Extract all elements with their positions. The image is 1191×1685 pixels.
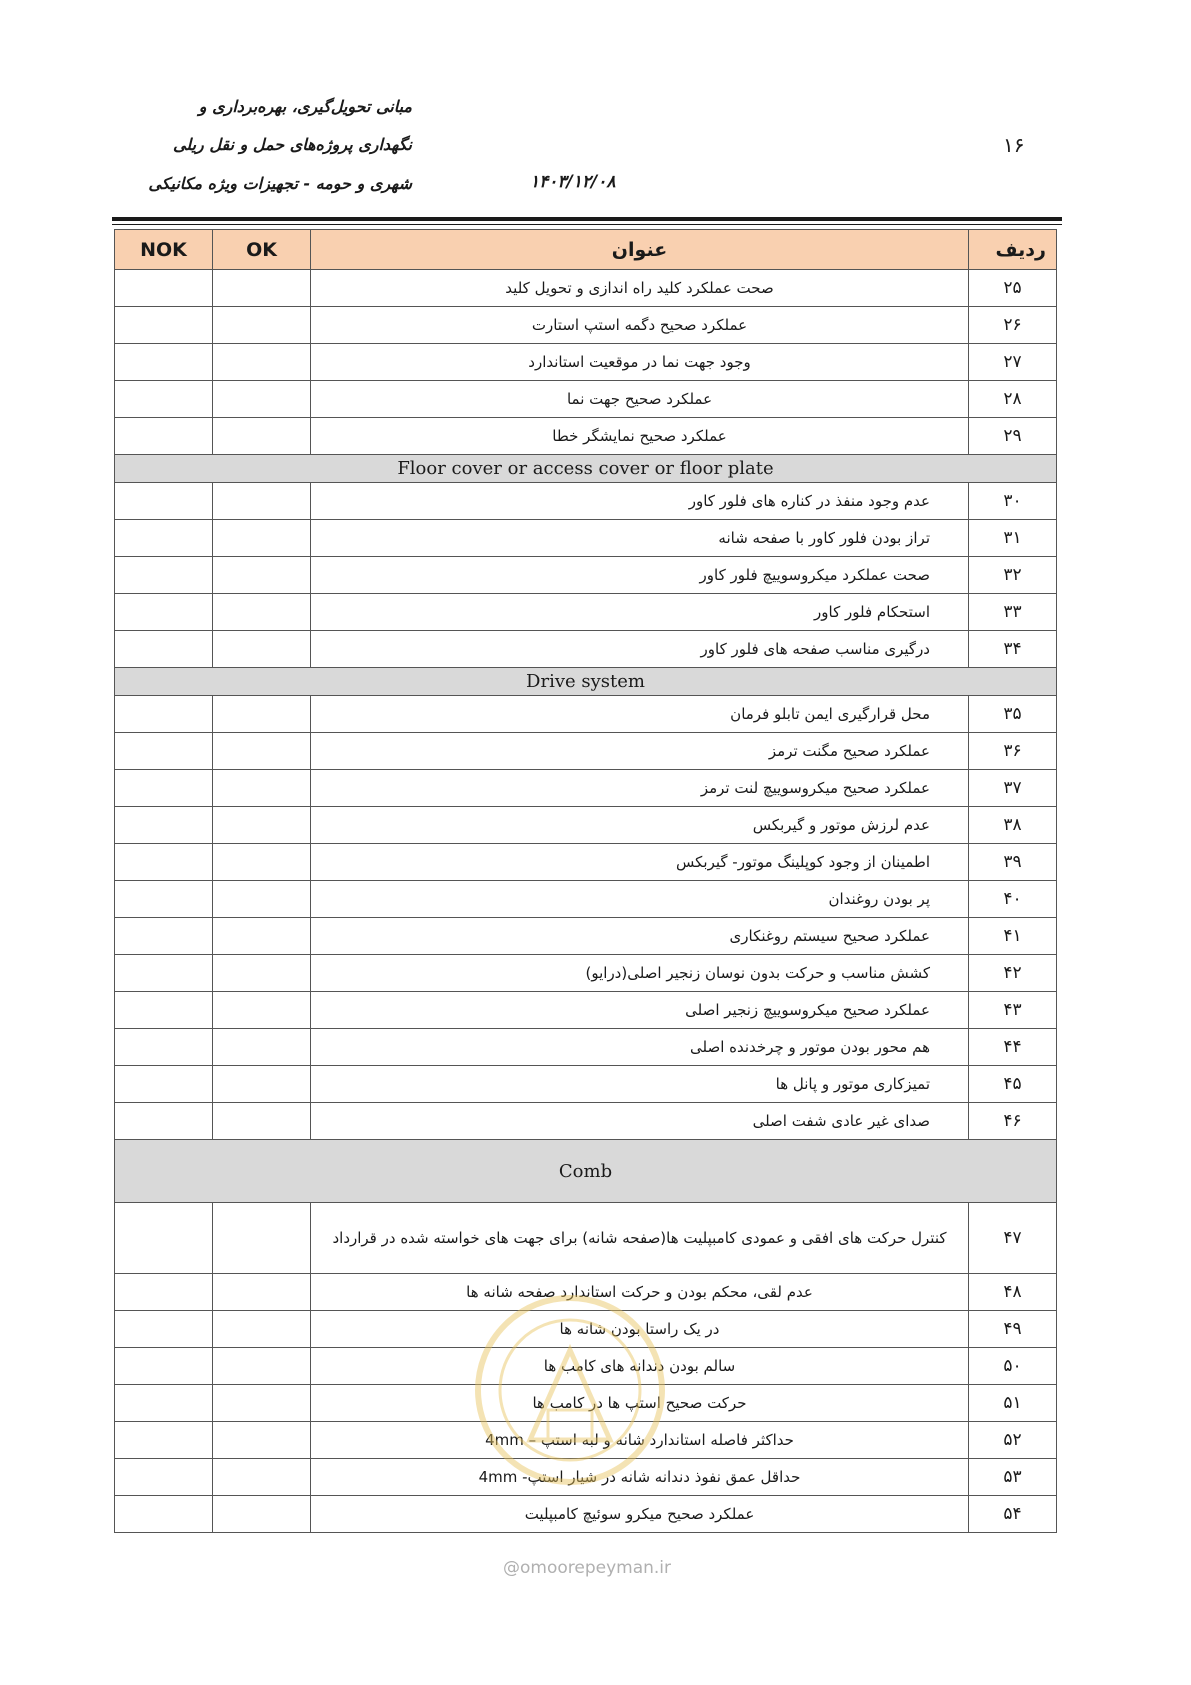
nok-cell[interactable] (115, 1459, 213, 1496)
row-title: در یک راستا بودن شانه ها (311, 1311, 969, 1348)
row-number: ۵۲ (969, 1422, 1057, 1459)
header-date: ۱۴۰۳/۱۲/۰۸ (530, 172, 616, 192)
ok-cell[interactable] (213, 1103, 311, 1140)
header-ok: OK (213, 230, 311, 270)
table-row (115, 307, 1057, 344)
table-row (115, 1385, 1057, 1422)
header-line-1: مبانی تحویل‌گیری، بهره‌برداری و (198, 97, 412, 116)
section-title: Comb (115, 1140, 1057, 1203)
row-number: ۴۴ (969, 1029, 1057, 1066)
checklist-body (115, 270, 1057, 1533)
row-number: ۳۱ (969, 520, 1057, 557)
nok-cell[interactable] (115, 344, 213, 381)
page-number: ۱۶ (1003, 133, 1025, 157)
row-title: اطمینان از وجود کوپلینگ موتور- گیربکس (311, 844, 969, 881)
row-number: ۵۱ (969, 1385, 1057, 1422)
row-title: عملکرد صحیح جهت نما (311, 381, 969, 418)
row-number: ۴۵ (969, 1066, 1057, 1103)
nok-cell[interactable] (115, 992, 213, 1029)
section-header-row (115, 668, 1057, 696)
nok-cell[interactable] (115, 807, 213, 844)
checklist-table (114, 229, 1057, 1533)
row-title: حرکت صحیح استپ ها در کامب ها (311, 1385, 969, 1422)
ok-cell[interactable] (213, 696, 311, 733)
row-number: ۳۴ (969, 631, 1057, 668)
nok-cell[interactable] (115, 1496, 213, 1533)
row-title: استحکام فلور کاور (311, 594, 969, 631)
ok-cell[interactable] (213, 770, 311, 807)
nok-cell[interactable] (115, 381, 213, 418)
table-row (115, 1274, 1057, 1311)
table-row (115, 881, 1057, 918)
nok-cell[interactable] (115, 1274, 213, 1311)
ok-cell[interactable] (213, 807, 311, 844)
table-row (115, 520, 1057, 557)
nok-cell[interactable] (115, 418, 213, 455)
row-title: کنترل حرکت های افقی و عمودی کامبپلیت ها(صفحه شانه) برای جهت های خواسته شده در قرارداد (311, 1203, 969, 1274)
ok-cell[interactable] (213, 1422, 311, 1459)
row-title: حداقل عمق نفوذ دندانه شانه در شیار استپ- 4mm (311, 1459, 969, 1496)
ok-cell[interactable] (213, 557, 311, 594)
header-rule-thick (112, 217, 1062, 221)
row-title: عدم لرزش موتور و گیربکس (311, 807, 969, 844)
header-nok: NOK (115, 230, 213, 270)
row-number: ۴۶ (969, 1103, 1057, 1140)
row-number: ۵۳ (969, 1459, 1057, 1496)
row-number: ۳۰ (969, 483, 1057, 520)
table-row (115, 1066, 1057, 1103)
nok-cell[interactable] (115, 770, 213, 807)
table-row (115, 696, 1057, 733)
row-title: عدم وجود منفذ در کناره های فلور کاور (311, 483, 969, 520)
nok-cell[interactable] (115, 1066, 213, 1103)
row-title: کشش مناسب و حرکت بدون نوسان زنجیر اصلی(درایو) (311, 955, 969, 992)
table-row (115, 483, 1057, 520)
section-header-row (115, 455, 1057, 483)
table-header-row (115, 230, 1057, 270)
row-title: عملکرد صحیح نمایشگر خطا (311, 418, 969, 455)
table-row (115, 807, 1057, 844)
nok-cell[interactable] (115, 881, 213, 918)
row-number: ۳۹ (969, 844, 1057, 881)
row-title: عملکرد صحیح میکرو سوئیچ کامبپلیت (311, 1496, 969, 1533)
ok-cell[interactable] (213, 520, 311, 557)
nok-cell[interactable] (115, 307, 213, 344)
nok-cell[interactable] (115, 955, 213, 992)
nok-cell[interactable] (115, 520, 213, 557)
nok-cell[interactable] (115, 270, 213, 307)
row-number: ۳۳ (969, 594, 1057, 631)
nok-cell[interactable] (115, 1422, 213, 1459)
nok-cell[interactable] (115, 1103, 213, 1140)
nok-cell[interactable] (115, 696, 213, 733)
row-title: عدم لقی، محکم بودن و حرکت استاندارد صفحه شانه ها (311, 1274, 969, 1311)
watermark-text: @omoorepeyman.ir (503, 1558, 672, 1578)
nok-cell[interactable] (115, 483, 213, 520)
row-number: ۳۶ (969, 733, 1057, 770)
row-number: ۴۹ (969, 1311, 1057, 1348)
table-row (115, 733, 1057, 770)
row-number: ۵۴ (969, 1496, 1057, 1533)
row-number: ۴۲ (969, 955, 1057, 992)
ok-cell[interactable] (213, 594, 311, 631)
table-row (115, 1459, 1057, 1496)
row-title: پر بودن روغندان (311, 881, 969, 918)
ok-cell[interactable] (213, 1459, 311, 1496)
nok-cell[interactable] (115, 1203, 213, 1274)
row-number: ۴۱ (969, 918, 1057, 955)
section-title: Floor cover or access cover or floor plate (115, 455, 1057, 483)
nok-cell[interactable] (115, 557, 213, 594)
ok-cell[interactable] (213, 1274, 311, 1311)
ok-cell[interactable] (213, 1066, 311, 1103)
nok-cell[interactable] (115, 844, 213, 881)
table-row (115, 270, 1057, 307)
table-row (115, 992, 1057, 1029)
row-number: ۳۲ (969, 557, 1057, 594)
row-number: ۲۵ (969, 270, 1057, 307)
row-title: عملکرد صحیح میکروسوییچ لنت ترمز (311, 770, 969, 807)
ok-cell[interactable] (213, 631, 311, 668)
row-number: ۳۵ (969, 696, 1057, 733)
nok-cell[interactable] (115, 733, 213, 770)
header-title: عنوان (311, 230, 969, 270)
row-number: ۳۸ (969, 807, 1057, 844)
row-number: ۳۷ (969, 770, 1057, 807)
table-row (115, 1311, 1057, 1348)
row-title: وجود جهت نما در موقعیت استاندارد (311, 344, 969, 381)
table-row (115, 1496, 1057, 1533)
row-title: عملکرد صحیح دگمه استپ استارت (311, 307, 969, 344)
table-row (115, 1422, 1057, 1459)
ok-cell[interactable] (213, 1203, 311, 1274)
ok-cell[interactable] (213, 1029, 311, 1066)
ok-cell[interactable] (213, 381, 311, 418)
nok-cell[interactable] (115, 1348, 213, 1385)
nok-cell[interactable] (115, 1311, 213, 1348)
ok-cell[interactable] (213, 844, 311, 881)
row-title: هم محور بودن موتور و چرخدنده اصلی (311, 1029, 969, 1066)
header-line-2: نگهداری پروژه‌های حمل و نقل ریلی (172, 135, 412, 154)
ok-cell[interactable] (213, 955, 311, 992)
nok-cell[interactable] (115, 1029, 213, 1066)
section-header-row (115, 1140, 1057, 1203)
ok-cell[interactable] (213, 1496, 311, 1533)
table-row (115, 418, 1057, 455)
row-title: صحت عملکرد کلید راه اندازی و تحویل کلید (311, 270, 969, 307)
nok-cell[interactable] (115, 594, 213, 631)
row-title: حداکثر فاصله استاندارد شانه و لبه استپ – 4mm (311, 1422, 969, 1459)
table-row (115, 631, 1057, 668)
row-number: ۴۷ (969, 1203, 1057, 1274)
table-row (115, 381, 1057, 418)
row-title: عملکرد صحیح میکروسوییچ زنجیر اصلی (311, 992, 969, 1029)
table-row (115, 344, 1057, 381)
ok-cell[interactable] (213, 918, 311, 955)
row-number: ۵۰ (969, 1348, 1057, 1385)
table-row (115, 1348, 1057, 1385)
header-row-number: ردیف (969, 230, 1057, 270)
table-row (115, 1103, 1057, 1140)
ok-cell[interactable] (213, 483, 311, 520)
row-title: سالم بودن دندانه های کامب ها (311, 1348, 969, 1385)
row-title: محل قرارگیری ایمن تابلو فرمان (311, 696, 969, 733)
ok-cell[interactable] (213, 418, 311, 455)
table-row (115, 770, 1057, 807)
ok-cell[interactable] (213, 1348, 311, 1385)
nok-cell[interactable] (115, 631, 213, 668)
table-row (115, 955, 1057, 992)
table-row (115, 557, 1057, 594)
table-row (115, 918, 1057, 955)
table-row (115, 1203, 1057, 1274)
row-number: ۲۶ (969, 307, 1057, 344)
ok-cell[interactable] (213, 992, 311, 1029)
row-number: ۲۷ (969, 344, 1057, 381)
ok-cell[interactable] (213, 733, 311, 770)
ok-cell[interactable] (213, 1385, 311, 1422)
header-rule-thin (112, 224, 1062, 225)
row-title: تراز بودن فلور کاور با صفحه شانه (311, 520, 969, 557)
row-title: صدای غیر عادی شفت اصلی (311, 1103, 969, 1140)
section-title: Drive system (115, 668, 1057, 696)
nok-cell[interactable] (115, 1385, 213, 1422)
row-title: تمیزکاری موتور و پانل ها (311, 1066, 969, 1103)
row-number: ۲۹ (969, 418, 1057, 455)
nok-cell[interactable] (115, 918, 213, 955)
table-row (115, 594, 1057, 631)
row-number: ۲۸ (969, 381, 1057, 418)
row-number: ۴۰ (969, 881, 1057, 918)
table-row (115, 844, 1057, 881)
ok-cell[interactable] (213, 307, 311, 344)
ok-cell[interactable] (213, 881, 311, 918)
row-title: عملکرد صحیح سیستم روغنکاری (311, 918, 969, 955)
row-title: عملکرد صحیح مگنت ترمز (311, 733, 969, 770)
header-line-3: شهری و حومه - تجهیزات ویژه مکانیکی (148, 174, 412, 193)
row-number: ۴۳ (969, 992, 1057, 1029)
table-row (115, 1029, 1057, 1066)
ok-cell[interactable] (213, 1311, 311, 1348)
ok-cell[interactable] (213, 270, 311, 307)
row-number: ۴۸ (969, 1274, 1057, 1311)
row-title: صحت عملکرد میکروسوییچ فلور کاور (311, 557, 969, 594)
ok-cell[interactable] (213, 344, 311, 381)
row-title: درگیری مناسب صفحه های فلور کاور (311, 631, 969, 668)
